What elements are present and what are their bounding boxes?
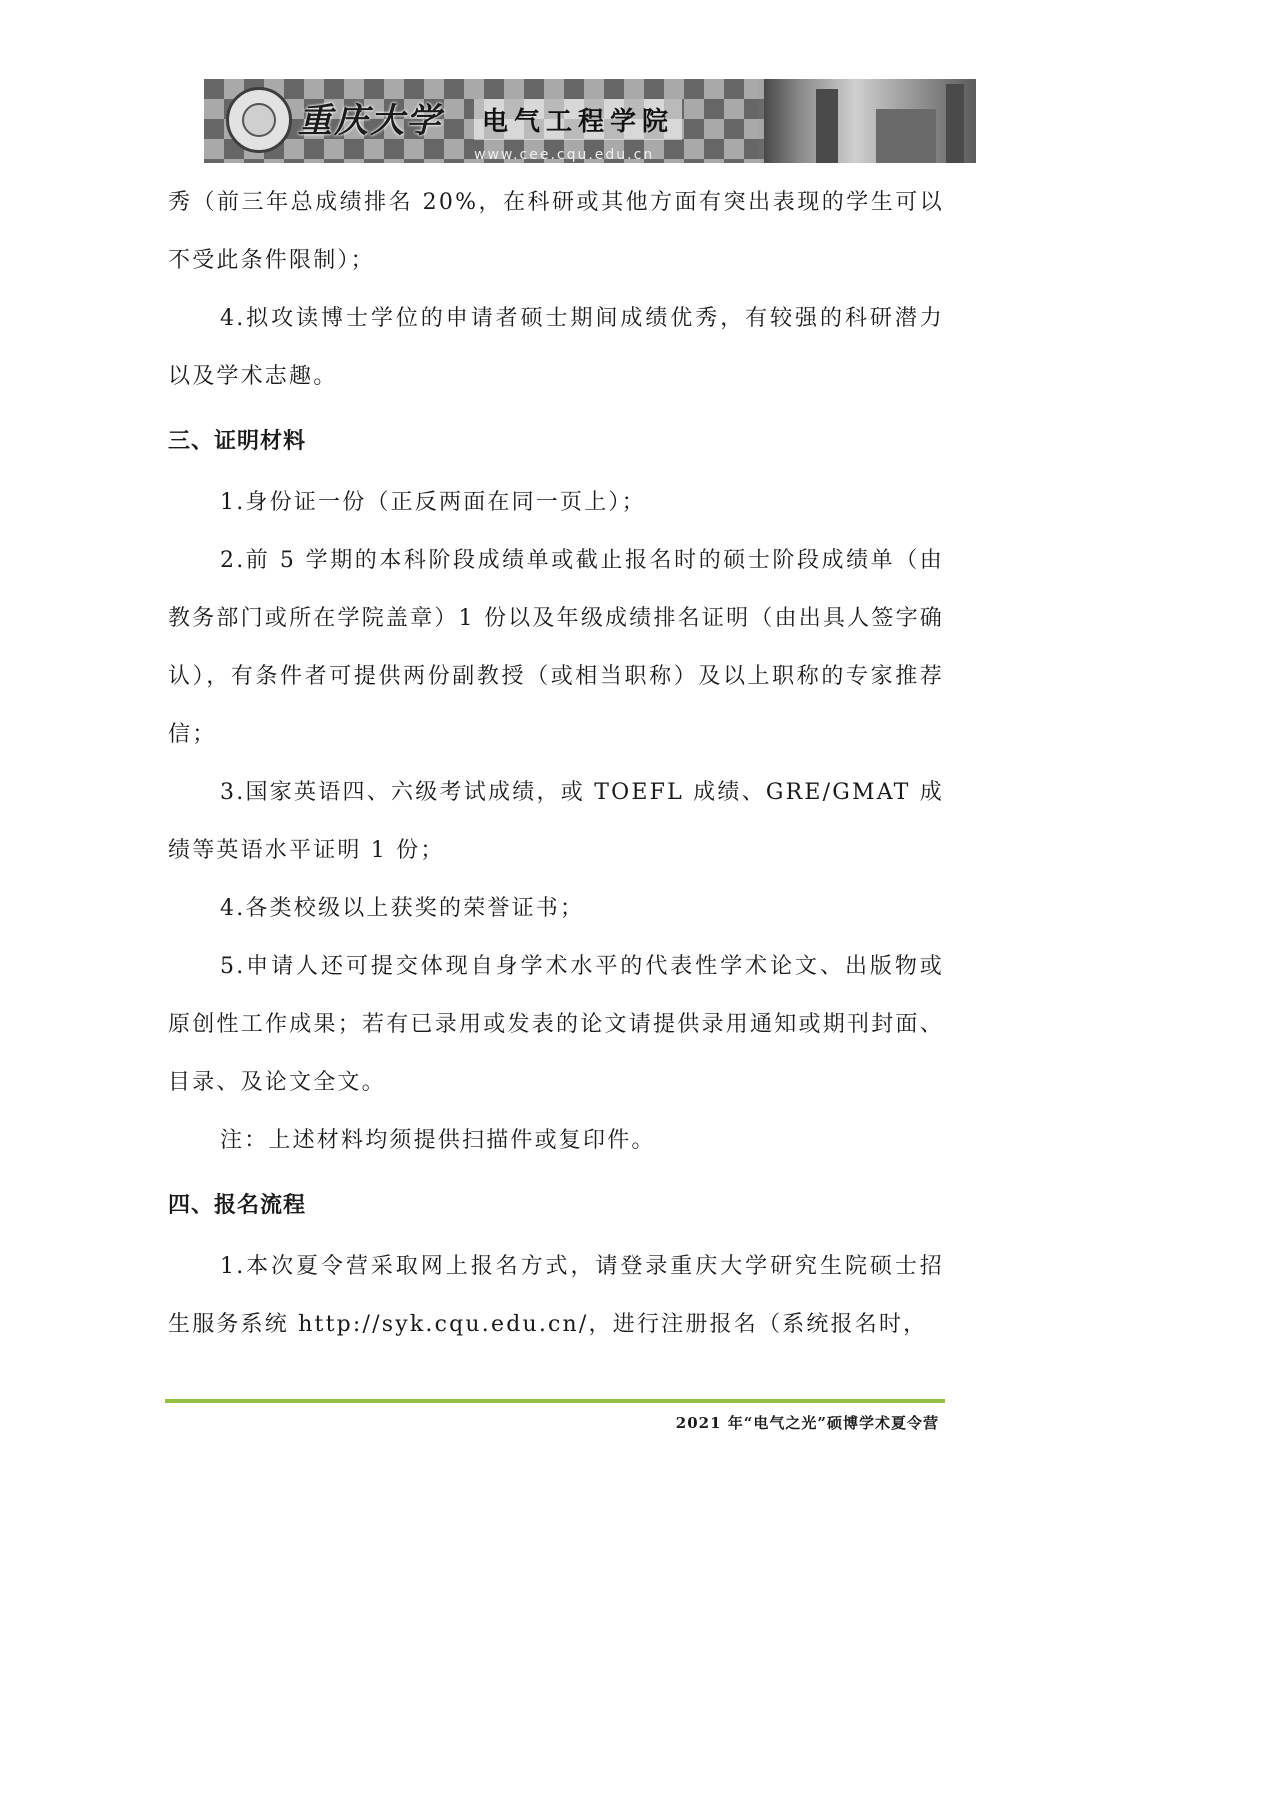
university-seal-icon: [226, 87, 292, 153]
paragraph-continued: 秀（前三年总成绩排名 20%，在科研或其他方面有突出表现的学生可以不受此条件限制）；: [168, 190, 944, 273]
registration-item-1: 1.本次夏令营采取网上报名方式，请登录重庆大学研究生院硕士招生服务系统 http://syk.cqu.edu.cn/，进行注册报名（系统报名时，: [168, 1254, 944, 1337]
footer-rule: [165, 1399, 945, 1403]
header-banner: [204, 79, 976, 163]
document-body: [168, 174, 944, 1354]
section-heading-registration: 四、报名流程: [168, 1193, 307, 1218]
materials-item-1: 1.身份证一份（正反两面在同一页上）；: [220, 490, 646, 515]
university-name: 重庆大学: [298, 101, 442, 141]
footer-text: 2021 年“电气之光”硕博学术夏令营: [675, 1414, 939, 1432]
materials-item-2: 2.前 5 学期的本科阶段成绩单或截止报名时的硕士阶段成绩单（由教务部门或所在学院盖章）1 份以及年级成绩排名证明（由出具人签字确认），有条件者可提供两份副教授（或相当职称）及以上职称的专家推荐信；: [168, 548, 944, 747]
materials-item-3: 3.国家英语四、六级考试成绩，或 TOEFL 成绩、GRE/GMAT 成绩等英语水平证明 1 份；: [168, 780, 944, 863]
banner-website: www.cee.cqu.edu.cn: [474, 147, 655, 163]
materials-note: 注：上述材料均须提供扫描件或复印件。: [220, 1128, 656, 1153]
campus-photo: [756, 79, 976, 163]
materials-item-4: 4.各类校级以上获奖的荣誉证书；: [220, 896, 585, 921]
school-name: 电气工程学院: [474, 99, 682, 140]
section-heading-materials: 三、证明材料: [168, 429, 307, 454]
materials-item-5: 5.申请人还可提交体现自身学术水平的代表性学术论文、出版物或原创性工作成果；若有已录用或发表的论文请提供录用通知或期刊封面、目录、及论文全文。: [168, 954, 944, 1095]
requirement-item-4: 4.拟攻读博士学位的申请者硕士期间成绩优秀，有较强的科研潜力以及学术志趣。: [168, 306, 944, 389]
